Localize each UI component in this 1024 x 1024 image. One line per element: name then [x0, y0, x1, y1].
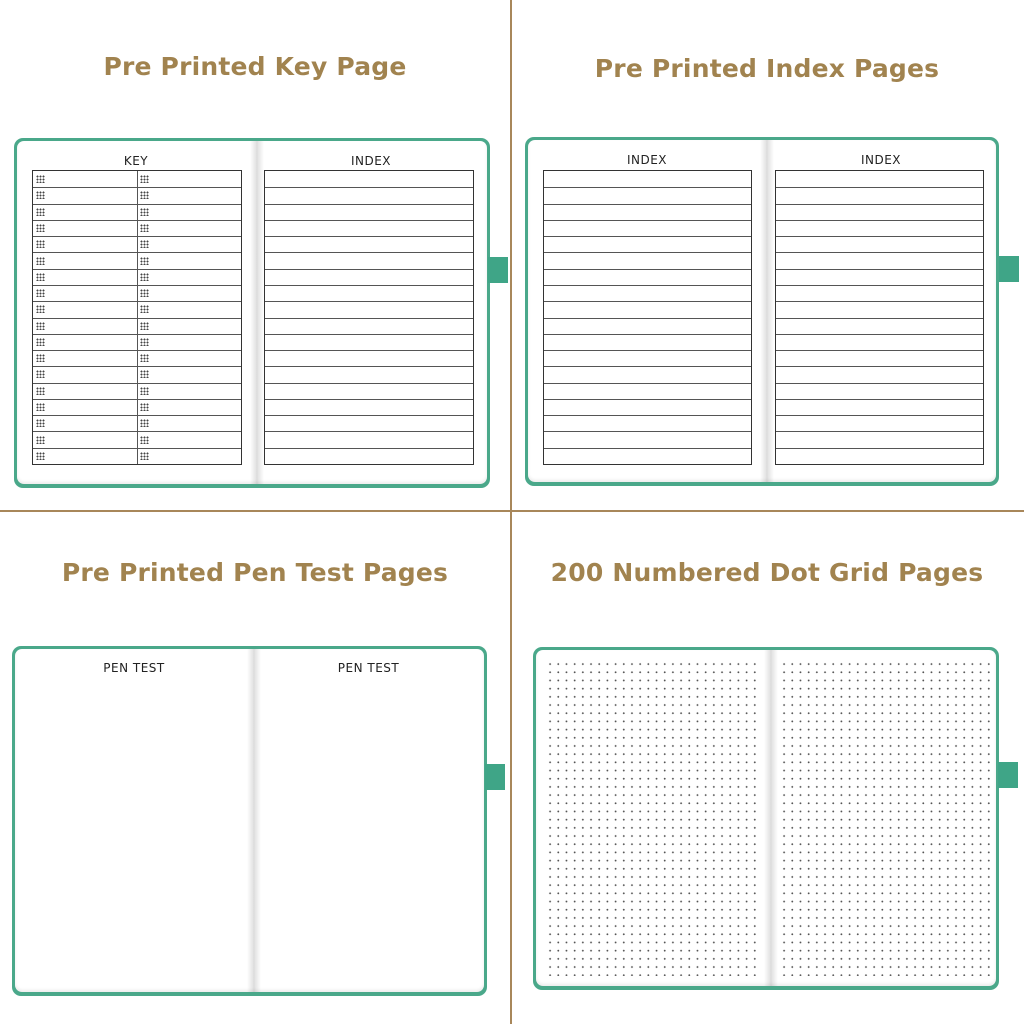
table-row-line [544, 252, 751, 253]
table-row-line [265, 236, 473, 237]
table-row-line [544, 334, 751, 335]
table-row-line [776, 415, 983, 416]
panel-heading: 200 Numbered Dot Grid Pages [550, 558, 984, 587]
left-page [15, 649, 253, 992]
panel-key-page [0, 0, 510, 510]
table-row-line [776, 383, 983, 384]
table-row-line [265, 301, 473, 302]
key-symbol-dots [36, 403, 45, 411]
table-row-line [265, 431, 473, 432]
table-row-line [776, 204, 983, 205]
table-row-line [776, 448, 983, 449]
bookmark-ribbon [998, 762, 1018, 788]
panel-index-pages [512, 0, 1022, 510]
key-symbol-dots [36, 338, 45, 346]
table-row-line [776, 301, 983, 302]
notebook [533, 647, 999, 990]
notebook [12, 646, 487, 996]
index-table [775, 170, 984, 465]
panel-heading: Pre Printed Pen Test Pages [61, 558, 449, 587]
key-symbol-dots [36, 419, 45, 427]
key-symbol-dots [36, 305, 45, 313]
key-symbol-dots [36, 240, 45, 248]
dot-grid [546, 660, 761, 976]
table-row-line [776, 269, 983, 270]
left-page [536, 650, 770, 986]
index-table [264, 170, 474, 465]
notebook [14, 138, 490, 488]
table-row-line [544, 187, 751, 188]
table-row-line [265, 415, 473, 416]
key-symbol-dots [140, 305, 149, 313]
page-title: PEN TEST [337, 661, 400, 675]
notebook-spread [528, 140, 996, 482]
key-symbol-dots [140, 387, 149, 395]
key-symbol-dots [36, 387, 45, 395]
key-symbol-dots [140, 191, 149, 199]
left-page [528, 140, 766, 482]
right-page [766, 140, 996, 482]
key-symbol-dots [36, 257, 45, 265]
table-row-line [776, 285, 983, 286]
key-symbol-dots [140, 436, 149, 444]
index-table [543, 170, 752, 465]
page-title: INDEX [626, 153, 668, 167]
right-page [772, 650, 996, 986]
table-row-line [776, 431, 983, 432]
key-symbol-dots [36, 436, 45, 444]
key-symbol-dots [140, 403, 149, 411]
dot-grid [780, 660, 990, 976]
key-symbol-dots [140, 289, 149, 297]
table-row-line [544, 285, 751, 286]
key-symbol-dots [140, 322, 149, 330]
notebook [525, 137, 999, 486]
bookmark-ribbon [999, 256, 1019, 282]
key-symbol-dots [140, 208, 149, 216]
table-row-line [776, 350, 983, 351]
key-symbol-dots [36, 289, 45, 297]
table-row-line [265, 350, 473, 351]
key-symbol-dots [140, 257, 149, 265]
table-row-line [776, 220, 983, 221]
table-row-line [265, 285, 473, 286]
notebook-spread [17, 141, 487, 484]
table-row-line [544, 431, 751, 432]
table-row-line [776, 236, 983, 237]
page-title: INDEX [860, 153, 902, 167]
table-row-line [265, 448, 473, 449]
key-symbol-dots [140, 273, 149, 281]
table-row-line [776, 318, 983, 319]
table-row-line [544, 383, 751, 384]
right-page [253, 649, 484, 992]
table-row-line [544, 399, 751, 400]
table-row-line [776, 366, 983, 367]
key-symbol-dots [140, 224, 149, 232]
key-symbol-dots [140, 354, 149, 362]
table-row-line [776, 399, 983, 400]
table-row-line [544, 448, 751, 449]
page-title: PEN TEST [103, 661, 165, 675]
panel-dot-grid-pages [512, 512, 1022, 1022]
table-row-line [265, 366, 473, 367]
table-row-line [544, 269, 751, 270]
key-symbol-dots [140, 452, 149, 460]
table-row-line [776, 187, 983, 188]
notebook-spread [15, 649, 484, 992]
table-row-line [265, 318, 473, 319]
table-row-line [265, 220, 473, 221]
key-symbol-dots [36, 175, 45, 183]
key-symbol-dots [36, 191, 45, 199]
key-symbol-dots [36, 370, 45, 378]
table-row-line [544, 301, 751, 302]
bookmark-ribbon [488, 257, 508, 283]
table-row-line [265, 204, 473, 205]
key-symbol-dots [36, 208, 45, 216]
table-row-line [544, 204, 751, 205]
key-symbol-dots [140, 240, 149, 248]
table-row-line [776, 334, 983, 335]
key-symbol-dots [36, 452, 45, 460]
table-row-line [544, 318, 751, 319]
bookmark-ribbon [485, 764, 505, 790]
table-row-line [544, 415, 751, 416]
key-symbol-dots [36, 354, 45, 362]
table-row-line [265, 399, 473, 400]
table-row-line [776, 252, 983, 253]
key-table [32, 170, 242, 465]
key-symbol-dots [36, 273, 45, 281]
table-row-line [544, 366, 751, 367]
page-title: KEY [123, 154, 149, 168]
right-page [255, 141, 487, 484]
notebook-spread [536, 650, 996, 986]
key-symbol-dots [140, 175, 149, 183]
panel-heading: Pre Printed Index Pages [594, 54, 940, 83]
page-title: INDEX [350, 154, 392, 168]
table-row-line [544, 350, 751, 351]
key-symbol-dots [140, 419, 149, 427]
table-row-line [265, 252, 473, 253]
key-symbol-dots [36, 322, 45, 330]
panel-pen-test-pages [0, 512, 510, 1022]
table-row-line [544, 220, 751, 221]
table-row-line [265, 187, 473, 188]
table-column-line [137, 171, 138, 464]
key-symbol-dots [140, 370, 149, 378]
key-symbol-dots [140, 338, 149, 346]
table-row-line [265, 383, 473, 384]
left-page [17, 141, 255, 484]
key-symbol-dots [36, 224, 45, 232]
table-row-line [265, 334, 473, 335]
table-row-line [544, 236, 751, 237]
panel-heading: Pre Printed Key Page [103, 52, 407, 81]
table-row-line [265, 269, 473, 270]
